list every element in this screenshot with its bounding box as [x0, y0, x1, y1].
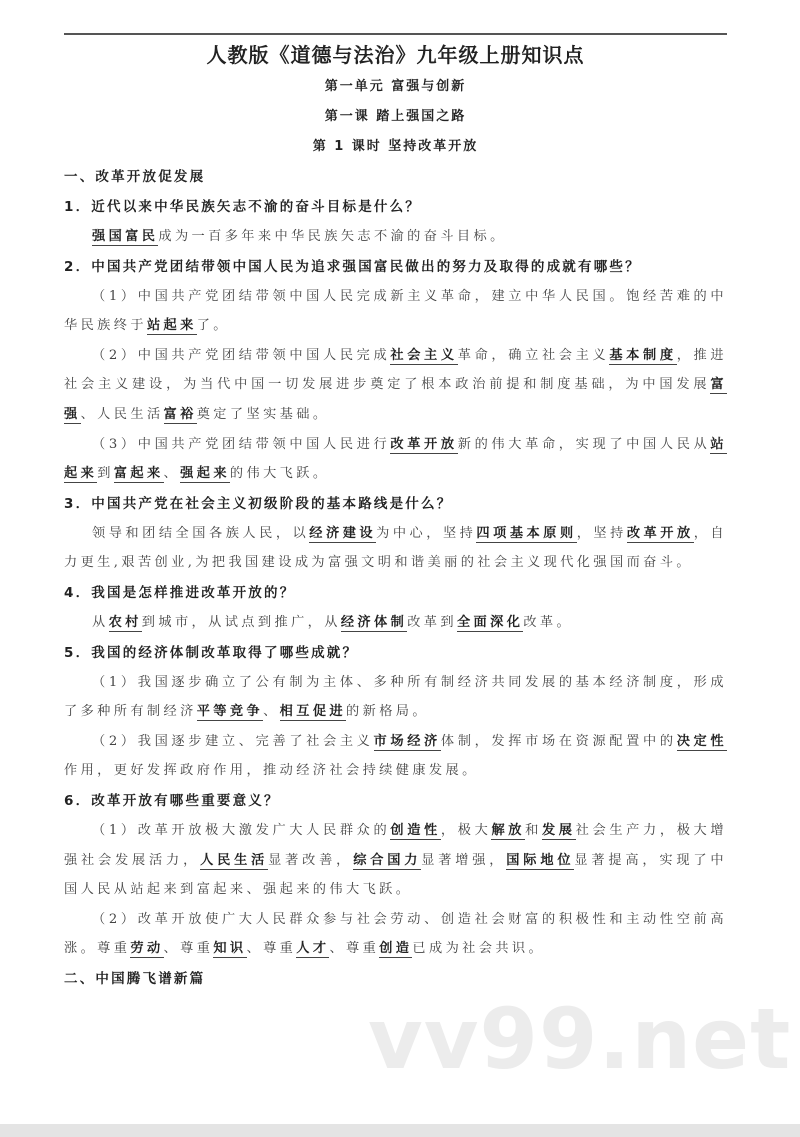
key-term: 全面深化	[456, 614, 524, 630]
key-term: 创造性	[390, 822, 441, 838]
answer-paragraph	[64, 222, 727, 252]
answer-paragraph	[64, 341, 727, 430]
text-segment: ，坚持	[576, 525, 627, 541]
text-segment: （1）中国共产党团结带领中国人民完成新主义革命，建立中华人民国。饱经苦难的中华民族终于	[64, 288, 727, 334]
text-segment: 奠定了坚实基础。	[196, 406, 330, 422]
text-segment: 到城市，从试点到推广，从	[141, 614, 341, 630]
unit-heading: 第一单元 富强与创新	[324, 79, 467, 94]
answer-paragraph	[64, 905, 727, 964]
lesson-heading: 第一课 踏上强国之路	[324, 109, 467, 124]
key-term: 决定性	[676, 733, 727, 749]
key-term: 人才	[296, 941, 330, 957]
text-segment: 、人民生活	[80, 406, 164, 422]
text-segment: （1）改革开放极大激发广大人民群众的	[92, 822, 391, 838]
key-term: 四项基本原则	[476, 525, 577, 541]
key-term: 解放	[491, 822, 526, 838]
text-segment: （2）我国逐步建立、完善了社会主义	[92, 733, 374, 749]
key-term: 强国富民	[92, 229, 159, 244]
text-segment: 从	[92, 614, 109, 630]
text-segment: 革命，确立社会主义	[457, 347, 610, 363]
key-term: 经济建设	[309, 525, 377, 541]
answer-paragraph	[64, 816, 727, 905]
question-heading: 3．中国共产党在社会主义初级阶段的基本路线是什么？	[64, 495, 453, 512]
text-segment: 成为一百多年来中华民族矢志不渝的奋斗目标。	[158, 229, 507, 244]
question-heading: 2．中国共产党团结带领中国人民为追求强国富民做出的努力及取得的成就有哪些？	[64, 258, 641, 275]
text-segment: 作用，更好发挥政府作用，推动经济社会持续健康发展。	[64, 763, 479, 779]
key-term: 改革开放	[390, 436, 458, 452]
text-segment: （2）改革开放使广大人民群众参与社会劳动、创造社会财富的积极性和主动性空前高涨。尊重	[64, 911, 727, 957]
key-term: 基本制度	[609, 347, 677, 363]
answer-paragraph	[64, 727, 727, 786]
text-segment: 改革。	[523, 614, 574, 630]
key-term: 站起来	[64, 436, 727, 482]
key-term: 国际地位	[506, 852, 575, 868]
key-term: 创造	[379, 941, 413, 957]
text-segment: 、尊重	[246, 941, 297, 957]
text-segment: ，推进社会主义建设，为当代中国一切发展进步奠定了根本政治前提和制度基础，为中国发展	[64, 347, 727, 393]
key-term: 劳动	[130, 941, 164, 957]
text-segment: 到	[97, 466, 114, 482]
text-segment: （1）我国逐步确立了公有制为主体、多种所有制经济共同发展的基本经济制度，形成了多种所有制经济	[64, 674, 727, 720]
page-bottom-edge	[0, 1124, 800, 1137]
key-term: 富强	[64, 377, 727, 422]
text-segment: 显著改善，	[268, 852, 354, 868]
answer-paragraph	[64, 668, 727, 727]
answer-paragraph	[64, 430, 727, 489]
period-heading: 第 1 课时 坚持改革开放	[312, 139, 479, 154]
text-segment: 、尊重	[163, 941, 214, 957]
key-term: 市场经济	[373, 733, 441, 749]
key-term: 经济体制	[340, 614, 408, 630]
text-segment: 的新格局。	[346, 704, 429, 720]
text-segment: 领导和团结全国各族人民，以	[92, 525, 310, 541]
key-term: 富裕	[163, 406, 197, 422]
text-segment: （3）中国共产党团结带领中国人民进行	[92, 436, 391, 452]
text-segment: 、	[263, 704, 280, 720]
answer-paragraph	[64, 519, 727, 578]
key-term: 站起来	[146, 318, 197, 334]
question-heading: 一、改革开放促发展	[64, 169, 206, 185]
question-heading: 1．近代以来中华民族矢志不渝的奋斗目标是什么？	[64, 199, 421, 215]
text-segment: ，自力更生,艰苦创业,为把我国建设成为富强文明和谐美丽的社会主义现代化强国而奋斗。	[64, 525, 727, 571]
document-body	[64, 38, 727, 994]
key-term: 综合国力	[353, 852, 422, 868]
key-term: 知识	[213, 941, 247, 957]
key-term: 强起来	[180, 466, 230, 482]
question-heading: 二、中国腾飞谱新篇	[64, 970, 206, 987]
text-segment: 体制，发挥市场在资源配置中的	[440, 733, 677, 749]
text-segment: 新的伟大革命，实现了中国人民从	[457, 436, 711, 452]
text-segment: 的伟大飞跃。	[229, 466, 330, 482]
question-heading: 5．我国的经济体制改革取得了哪些成就？	[64, 644, 359, 661]
text-segment: 和	[525, 822, 542, 838]
key-term: 相互促进	[279, 704, 347, 720]
key-term: 平等竞争	[196, 704, 264, 720]
text-segment: ，极大	[440, 822, 492, 838]
key-term: 社会主义	[390, 347, 458, 363]
key-term: 改革开放	[626, 525, 694, 541]
text-segment: （2）中国共产党团结带领中国人民完成	[92, 347, 391, 363]
text-segment: 显著提高，实现了中国人民从站起来到富起来、强起来的伟大飞跃。	[64, 852, 728, 898]
answer-paragraph	[64, 608, 727, 638]
watermark: vv99.net	[368, 990, 792, 1088]
question-heading: 6．改革开放有哪些重要意义？	[64, 792, 280, 809]
document-title: 人教版《道德与法治》九年级上册知识点	[206, 43, 585, 67]
text-segment: 已成为社会共识。	[412, 941, 546, 957]
key-term: 人民生活	[200, 852, 269, 868]
text-segment: 显著增强，	[421, 852, 507, 868]
key-term: 农村	[108, 614, 142, 630]
question-heading: 4．我国是怎样推进改革开放的？	[64, 584, 296, 601]
answer-paragraph	[64, 282, 727, 341]
text-segment: 社会生产力，极大增强社会发展活力，	[64, 822, 727, 868]
text-segment: 为中心，坚持	[376, 525, 477, 541]
text-segment: 、	[163, 466, 181, 482]
top-rule	[64, 33, 727, 35]
key-term: 发展	[541, 822, 576, 838]
key-term: 富起来	[113, 466, 164, 482]
text-segment: 改革到	[407, 614, 457, 630]
text-segment: 了。	[196, 318, 230, 334]
text-segment: 、尊重	[329, 941, 380, 957]
content-blocks	[64, 162, 727, 994]
